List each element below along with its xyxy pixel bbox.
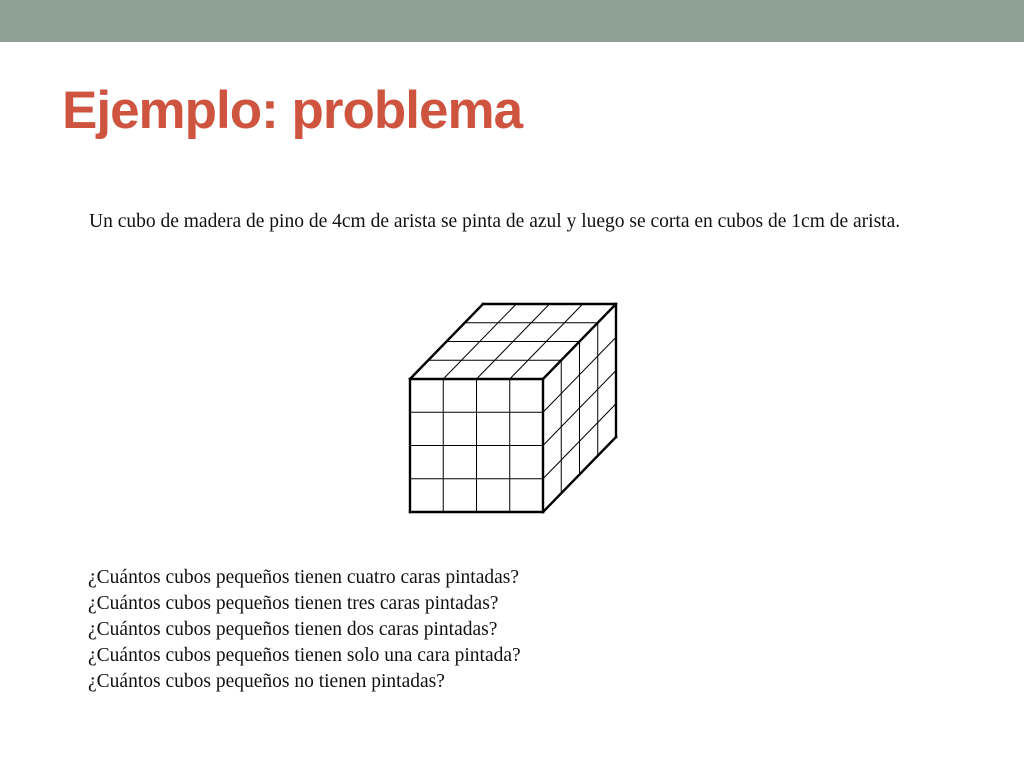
header-band: [0, 0, 1024, 42]
question-item: ¿Cuántos cubos pequeños tienen dos caras pintadas?: [88, 619, 498, 640]
question-item: ¿Cuántos cubos pequeños tienen tres caras pintadas?: [88, 593, 499, 614]
cube-grid-lines: [410, 304, 616, 512]
question-item: ¿Cuántos cubos pequeños no tienen pintadas?: [88, 671, 445, 692]
problem-statement: Un cubo de madera de pino de 4cm de arista se pinta de azul y luego se corta en cubos de 1cm de arista.: [89, 211, 901, 232]
question-list: [88, 565, 521, 695]
cube-diagram: [400, 296, 625, 518]
question-item: ¿Cuántos cubos pequeños tienen solo una cara pintada?: [88, 645, 521, 666]
slide-title: Ejemplo: problema: [62, 81, 523, 140]
question-item: ¿Cuántos cubos pequeños tienen cuatro caras pintadas?: [88, 567, 520, 588]
